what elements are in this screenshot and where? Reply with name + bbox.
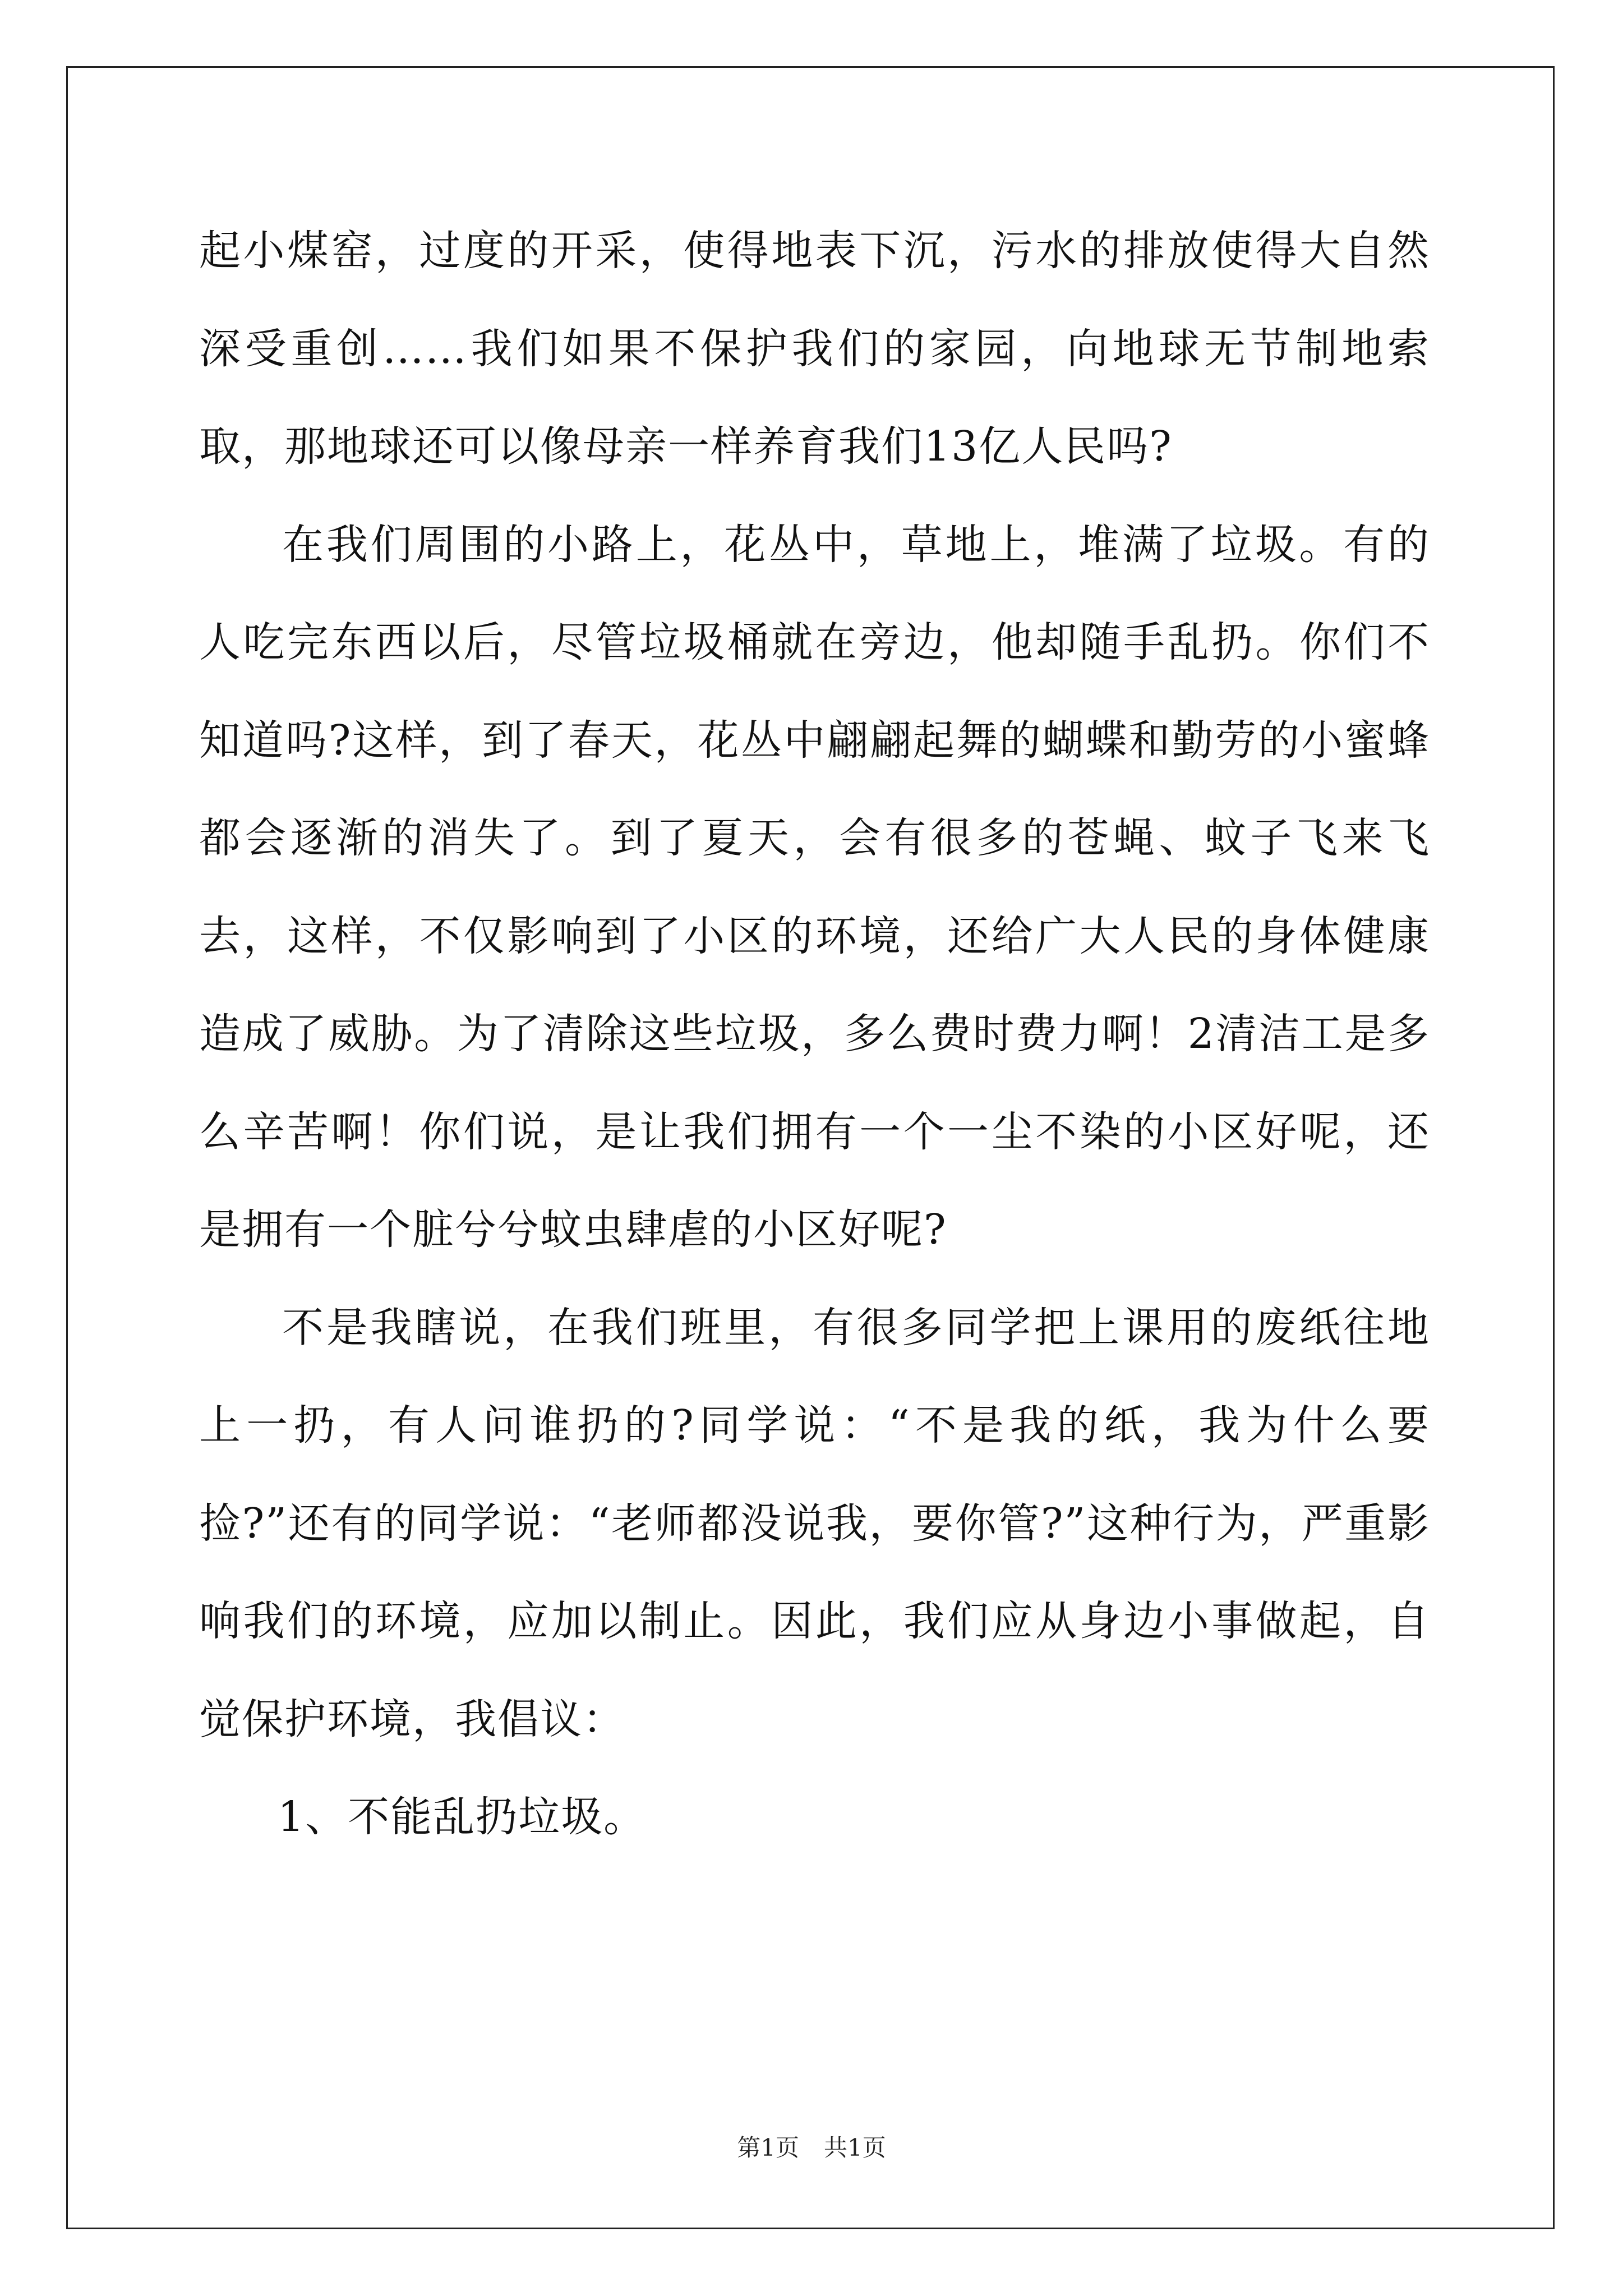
proposal-item-1: 1、不能乱扔垃圾。 bbox=[278, 1793, 647, 1841]
paragraph-litter-in-community: 在我们周围的小路上，花丛中，草地上，堆满了垃圾。有的人吃完东西以后，尽管垃圾桶就在旁边，他却随手乱扔。你们不知道吗?这样，到了春天，花丛中翩翩起舞的蝴蝶和勤劳的小蜜蜂都会逐渐的消失了。到了夏天，会有很多的苍蝇、蚊子飞来飞去，这样，不仅影响到了小区的环境，还给广大人民的身体健康造成了威胁。为了清除这些垃圾，多么费时费力啊！2清洁工是多么辛苦啊！你们说，是让我们拥有一个一尘不染的小区好呢，还是拥有一个脏兮兮蚊虫肆虐的小区好呢? bbox=[199, 520, 1430, 1254]
page-number: 第1页 bbox=[737, 2134, 799, 2161]
paragraph-classroom-litter: 不是我瞎说，在我们班里，有很多同学把上课用的废纸往地上一扔，有人问谁扔的?同学说：“不是我的纸，我为什么要捡?”还有的同学说：“老师都没说我，要你管?”这种行为，严重影响我们的环境，应加以制止。因此，我们应从身边小事做起，自觉保护环境，我倡议： bbox=[199, 1303, 1430, 1743]
page-footer bbox=[0, 2134, 1623, 2162]
document-body bbox=[199, 202, 1430, 1866]
paragraph-continuation: 起小煤窑，过度的开采，使得地表下沉，污水的排放使得大自然深受重创……我们如果不保护我们的家园，向地球无节制地索取，那地球还可以像母亲一样养育我们13亿人民吗? bbox=[199, 227, 1430, 471]
page-total: 共1页 bbox=[824, 2134, 886, 2161]
